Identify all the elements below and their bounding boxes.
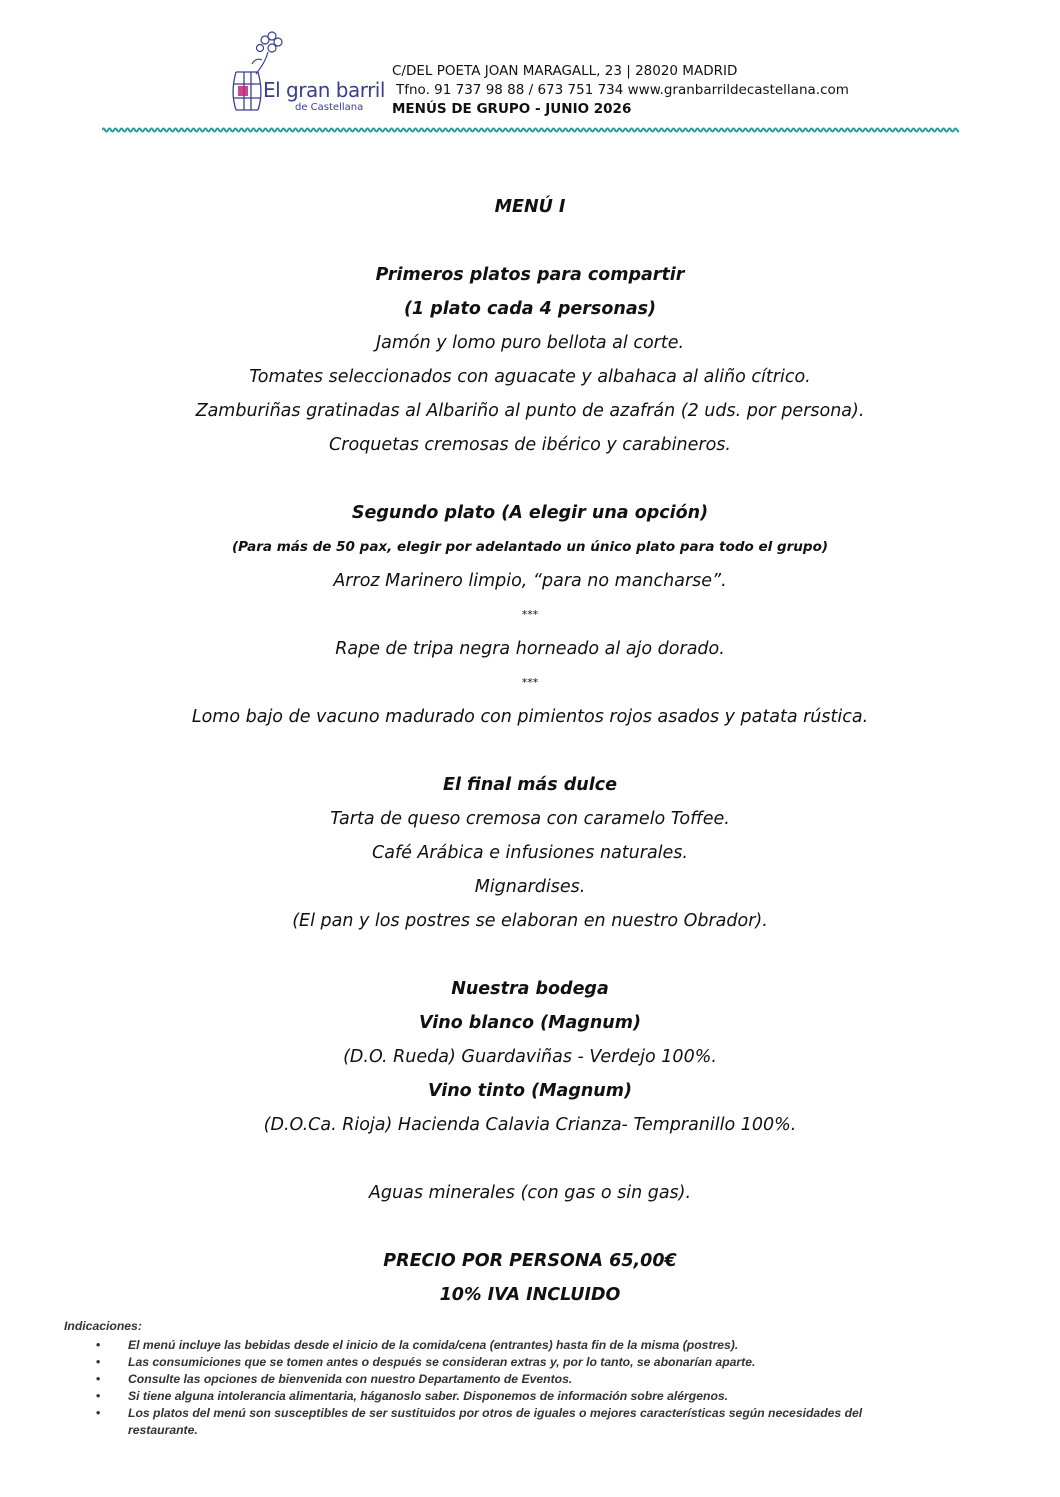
bullet-icon: • xyxy=(96,1406,101,1420)
note-item: • Las consumiciones que se tomen antes o después se consideran extras y, por lo tanto, se abonarían aparte. xyxy=(96,1355,756,1369)
decorative-wave-divider xyxy=(102,126,959,134)
notes-section xyxy=(64,1318,934,1439)
notes-list xyxy=(64,1337,934,1439)
option-separator: *** xyxy=(521,608,539,621)
main-option: Lomo bajo de vacuno madurado con pimientos rojos asados y patata rústica. xyxy=(191,707,869,727)
white-wine: (D.O. Rueda) Guardaviñas - Verdejo 100%. xyxy=(343,1047,717,1067)
notes-title: Indicaciones: xyxy=(64,1319,142,1333)
option-separator: *** xyxy=(521,676,539,689)
address-line: C/DEL POETA JOAN MARAGALL, 23 | 28020 MADRID xyxy=(392,63,738,79)
dessert-item: Tarta de queso cremosa con caramelo Toffee. xyxy=(330,809,730,829)
menu-title: MENÚ I xyxy=(494,197,566,217)
main-option: Arroz Marinero limpio, “para no mancharse”. xyxy=(333,571,727,591)
logo-wordmark: El gran barril xyxy=(263,78,385,102)
main-heading: Segundo plato (A elegir una opción) xyxy=(351,503,709,523)
dessert-item: Mignardises. xyxy=(474,877,586,897)
cellar-heading: Nuestra bodega xyxy=(451,979,609,999)
phone-web-line: Tfno. 91 737 98 88 / 673 751 734 www.granbarrildecastellana.com xyxy=(396,82,849,98)
starter-item: Croquetas cremosas de ibérico y carabineros. xyxy=(329,435,731,455)
restaurant-logo xyxy=(222,30,385,120)
note-item: • El menú incluye las bebidas desde el inicio de la comida/cena (entrantes) hasta fin de la misma (postres). xyxy=(96,1338,739,1352)
main-note: (Para más de 50 pax, elegir por adelantado un único plato para todo el grupo) xyxy=(231,539,829,555)
bullet-icon: • xyxy=(96,1372,101,1386)
starter-item: Zamburiñas gratinadas al Albariño al punto de azafrán (2 uds. por persona). xyxy=(195,401,865,421)
starter-item: Tomates seleccionados con aguacate y albahaca al aliño cítrico. xyxy=(249,367,811,387)
note-item: • Consulte las opciones de bienvenida con nuestro Departamento de Eventos. xyxy=(96,1372,573,1386)
bullet-icon: • xyxy=(96,1389,101,1403)
logo-subtitle: de Castellana xyxy=(295,102,364,113)
red-wine: (D.O.Ca. Rioja) Hacienda Calavia Crianza- Tempranillo 100%. xyxy=(263,1115,797,1135)
contact-block xyxy=(392,62,912,119)
dessert-item: (El pan y los postres se elaboran en nuestro Obrador). xyxy=(292,911,768,931)
white-wine-heading: Vino blanco (Magnum) xyxy=(419,1013,641,1033)
starters-heading: Primeros platos para compartir xyxy=(375,265,685,285)
note-item: • Los platos del menú son susceptibles de ser sustituidos por otros de iguales o mejores características según necesidades del restaurante. xyxy=(96,1406,863,1437)
vat-note: 10% IVA INCLUIDO xyxy=(439,1285,621,1305)
document-subtitle: MENÚS DE GRUPO - JUNIO 2026 xyxy=(392,101,632,117)
price: PRECIO POR PERSONA 65,00€ xyxy=(383,1251,677,1271)
starters-note: (1 plato cada 4 personas) xyxy=(403,299,657,319)
dessert-heading: El final más dulce xyxy=(443,775,617,795)
bullet-icon: • xyxy=(96,1338,101,1352)
dessert-item: Café Arábica e infusiones naturales. xyxy=(372,843,688,863)
menu-body xyxy=(0,190,1060,1312)
note-item: • Si tiene alguna intolerancia alimentaria, háganoslo saber. Disponemos de información sobre alérgenos. xyxy=(96,1389,729,1403)
water: Aguas minerales (con gas o sin gas). xyxy=(368,1183,692,1203)
red-wine-heading: Vino tinto (Magnum) xyxy=(427,1081,632,1101)
letterhead xyxy=(0,0,1060,140)
main-option: Rape de tripa negra horneado al ajo dorado. xyxy=(335,639,725,659)
bullet-icon: • xyxy=(96,1355,101,1369)
starter-item: Jamón y lomo puro bellota al corte. xyxy=(375,333,685,353)
